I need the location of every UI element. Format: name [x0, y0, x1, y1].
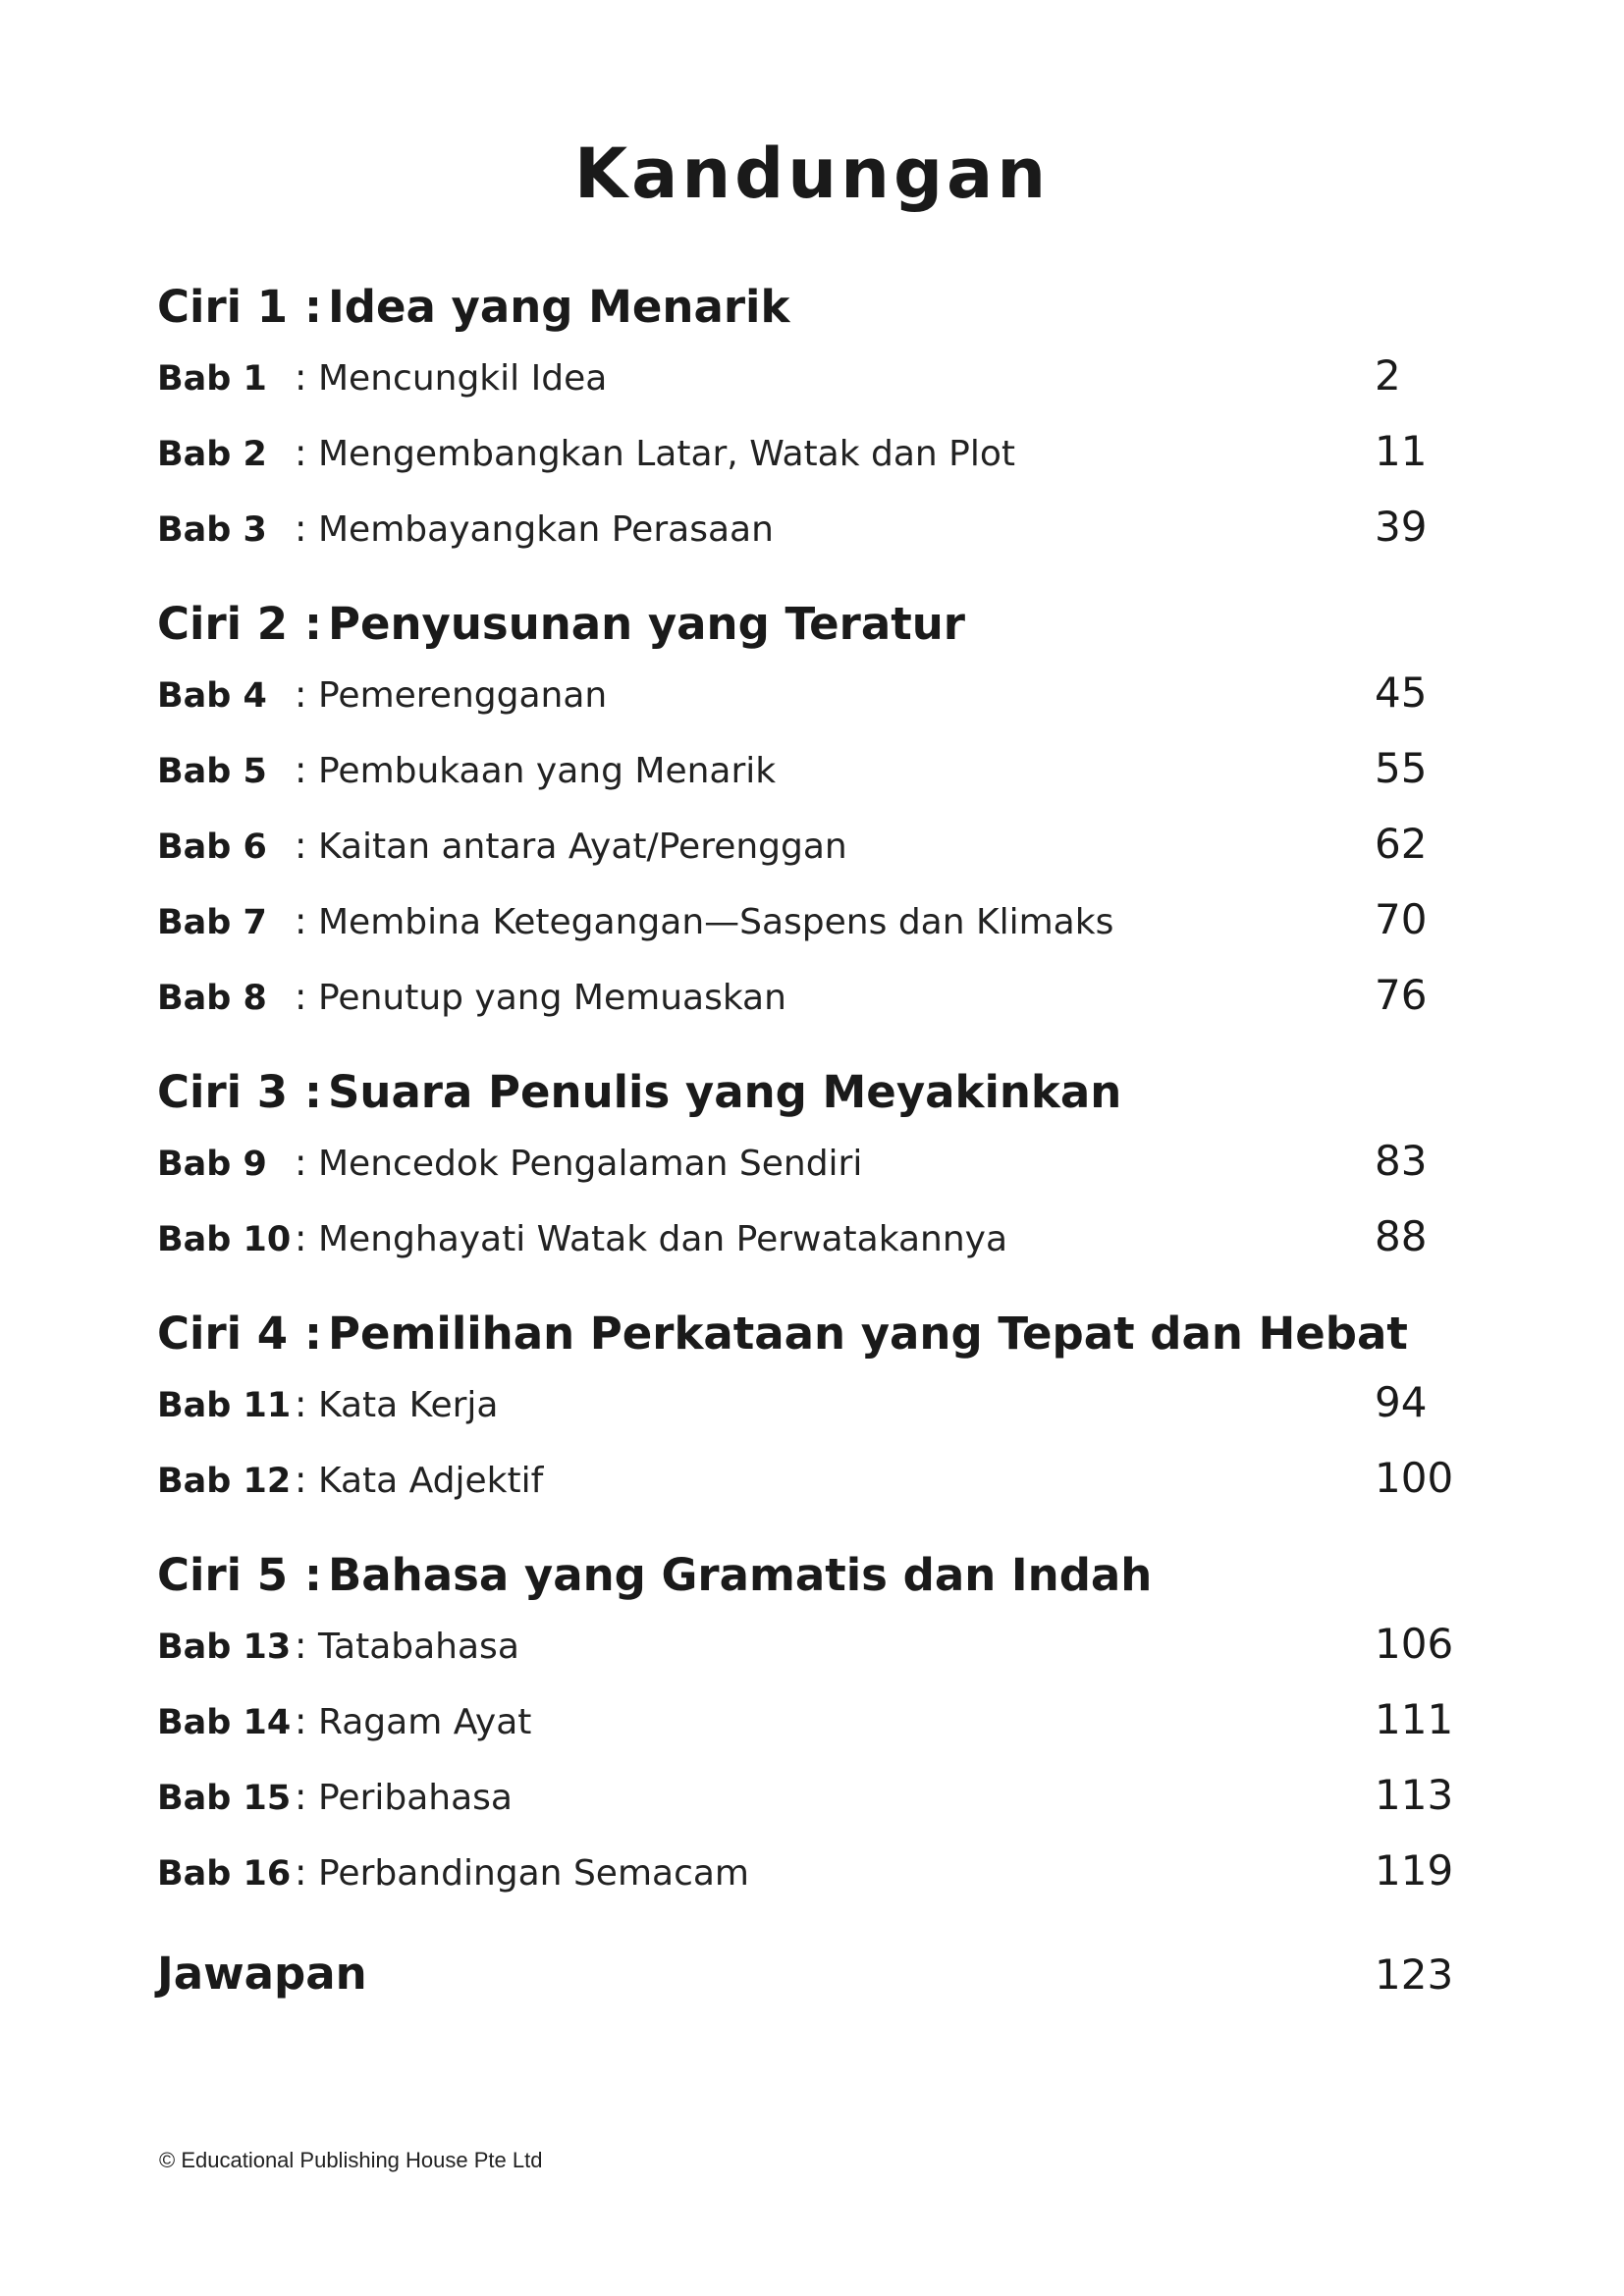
toc-entry[interactable]	[157, 1137, 1473, 1212]
page-number: 2	[1375, 351, 1401, 400]
toc-entry-answers[interactable]	[157, 1948, 1473, 2018]
toc-entry[interactable]	[157, 1620, 1473, 1695]
chapter-separator: :	[295, 507, 307, 550]
toc-entry[interactable]	[157, 744, 1473, 820]
toc-entry[interactable]	[157, 1695, 1473, 1771]
chapter-title: Membina Ketegangan—Saspens dan Klimaks	[318, 902, 1114, 942]
toc-entry[interactable]	[157, 427, 1473, 503]
chapter-separator: :	[295, 749, 307, 791]
section-title: Idea yang Menarik	[328, 281, 790, 333]
section-title: Pemilihan Perkataan yang Tepat dan Hebat	[328, 1308, 1408, 1360]
toc-entry[interactable]	[157, 351, 1473, 427]
table-of-contents	[157, 281, 1473, 2018]
chapter-label: Bab 8	[157, 979, 267, 1018]
chapter-separator: :	[295, 1851, 307, 1894]
chapter-separator: :	[295, 673, 307, 716]
chapter-title: Pembukaan yang Menarik	[318, 751, 777, 791]
toc-entry[interactable]	[157, 971, 1473, 1046]
chapter-title: Pemerengganan	[318, 675, 608, 716]
page-number: 88	[1375, 1212, 1428, 1260]
chapter-separator: :	[295, 356, 307, 399]
page-number: 83	[1375, 1137, 1428, 1185]
chapter-title: Membayangkan Perasaan	[318, 509, 774, 550]
chapter-label: Bab 13	[157, 1628, 292, 1667]
section-separator: :	[304, 598, 322, 650]
section-separator: :	[304, 281, 322, 333]
section-heading[interactable]	[157, 1549, 1473, 1620]
chapter-title: Ragam Ayat	[318, 1702, 532, 1742]
chapter-label: Bab 15	[157, 1779, 292, 1818]
chapter-label: Bab 16	[157, 1854, 292, 1894]
page-number: 111	[1375, 1695, 1454, 1743]
toc-entry[interactable]	[157, 1212, 1473, 1288]
chapter-label: Bab 9	[157, 1145, 267, 1184]
chapter-label: Bab 11	[157, 1386, 292, 1425]
chapter-label: Bab 6	[157, 828, 267, 867]
copyright-footer: © Educational Publishing House Pte Ltd	[159, 2148, 543, 2172]
section-heading[interactable]	[157, 598, 1473, 668]
chapter-title: Menghayati Watak dan Perwatakannya	[318, 1219, 1007, 1259]
chapter-title: Mencedok Pengalaman Sendiri	[318, 1144, 863, 1184]
toc-entry[interactable]	[157, 503, 1473, 578]
chapter-title: Perbandingan Semacam	[318, 1853, 749, 1894]
toc-section-ciri-5	[157, 1549, 1473, 1922]
section-label: Ciri 4	[157, 1308, 289, 1360]
section-separator: :	[304, 1308, 322, 1360]
toc-section-ciri-4	[157, 1308, 1473, 1529]
toc-entry[interactable]	[157, 820, 1473, 895]
page-number: 76	[1375, 971, 1428, 1019]
toc-section-ciri-3	[157, 1066, 1473, 1288]
section-separator: :	[304, 1549, 322, 1601]
toc-entry[interactable]	[157, 1846, 1473, 1922]
section-label: Ciri 5	[157, 1549, 289, 1601]
chapter-label: Bab 14	[157, 1703, 292, 1742]
chapter-title: Kata Kerja	[318, 1385, 499, 1425]
section-label: Ciri 3	[157, 1066, 289, 1118]
chapter-label: Bab 10	[157, 1220, 292, 1259]
page-number: 119	[1375, 1846, 1454, 1895]
toc-section-ciri-1	[157, 281, 1473, 578]
chapter-label: Bab 3	[157, 510, 267, 550]
chapter-label: Bab 7	[157, 903, 267, 942]
section-title: Penyusunan yang Teratur	[328, 598, 965, 650]
chapter-title: Tatabahasa	[318, 1627, 519, 1667]
chapter-separator: :	[295, 825, 307, 867]
chapter-title: Peribahasa	[318, 1778, 513, 1818]
page-number: 94	[1375, 1378, 1428, 1426]
chapter-separator: :	[295, 900, 307, 942]
chapter-title: Penutup yang Memuaskan	[318, 978, 786, 1018]
chapter-label: Bab 4	[157, 676, 267, 716]
chapter-title: Mengembangkan Latar, Watak dan Plot	[318, 434, 1016, 474]
chapter-separator: :	[295, 1459, 307, 1501]
chapter-separator: :	[295, 976, 307, 1018]
page-number: 45	[1375, 668, 1428, 717]
page-number: 62	[1375, 820, 1428, 868]
page-title: Kandungan	[573, 133, 1051, 214]
page-number: 70	[1375, 895, 1428, 943]
page-number: 106	[1375, 1620, 1454, 1668]
chapter-title: Kaitan antara Ayat/Perenggan	[318, 827, 847, 867]
toc-entry[interactable]	[157, 895, 1473, 971]
page-number: 123	[1375, 1950, 1454, 1999]
toc-entry[interactable]	[157, 1454, 1473, 1529]
chapter-separator: :	[295, 1776, 307, 1818]
toc-section-ciri-2	[157, 598, 1473, 1046]
toc-entry[interactable]	[157, 1378, 1473, 1454]
page-number: 39	[1375, 503, 1428, 551]
chapter-separator: :	[295, 1383, 307, 1425]
chapter-separator: :	[295, 1625, 307, 1667]
answers-label: Jawapan	[157, 1948, 367, 2000]
toc-entry[interactable]	[157, 1771, 1473, 1846]
section-label: Ciri 1	[157, 281, 289, 333]
section-heading[interactable]	[157, 1066, 1473, 1137]
chapter-label: Bab 2	[157, 435, 267, 474]
toc-entry[interactable]	[157, 668, 1473, 744]
section-heading[interactable]	[157, 281, 1473, 351]
chapter-separator: :	[295, 1142, 307, 1184]
page-number: 100	[1375, 1454, 1454, 1502]
section-label: Ciri 2	[157, 598, 289, 650]
section-heading[interactable]	[157, 1308, 1473, 1378]
chapter-separator: :	[295, 432, 307, 474]
page-number: 113	[1375, 1771, 1454, 1819]
chapter-label: Bab 1	[157, 359, 267, 399]
chapter-label: Bab 5	[157, 752, 267, 791]
chapter-title: Kata Adjektif	[318, 1461, 544, 1501]
page-number: 55	[1375, 744, 1428, 792]
section-separator: :	[304, 1066, 322, 1118]
chapter-separator: :	[295, 1217, 307, 1259]
page-number: 11	[1375, 427, 1428, 475]
section-title: Suara Penulis yang Meyakinkan	[328, 1066, 1122, 1118]
chapter-separator: :	[295, 1700, 307, 1742]
chapter-label: Bab 12	[157, 1462, 292, 1501]
chapter-title: Mencungkil Idea	[318, 358, 608, 399]
section-title: Bahasa yang Gramatis dan Indah	[328, 1549, 1153, 1601]
